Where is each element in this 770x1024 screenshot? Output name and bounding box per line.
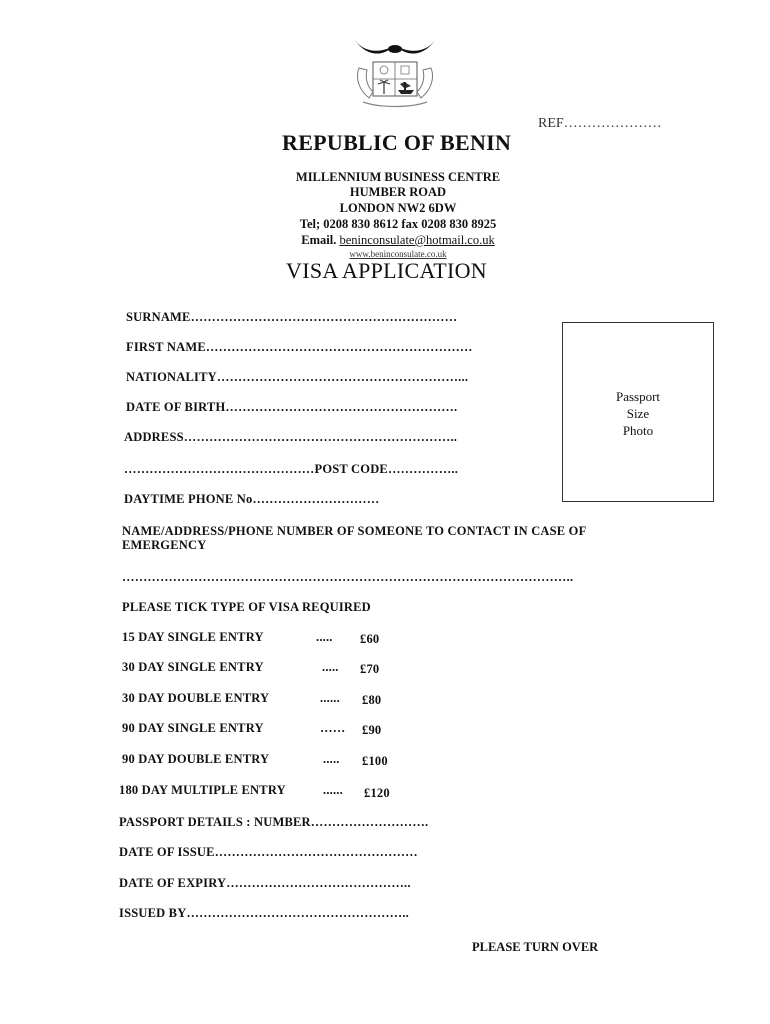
date-of-birth-field[interactable]: DATE OF BIRTH……………………………………………….	[126, 400, 458, 414]
visa-option-label[interactable]: 30 DAY SINGLE ENTRY	[122, 660, 264, 674]
address-line-1: MILLENNIUM BUSINESS CENTRE	[295, 170, 501, 184]
visa-option-dots: .....	[316, 630, 333, 644]
visa-option-label[interactable]: 90 DAY DOUBLE ENTRY	[122, 752, 270, 766]
visa-option-price: £80	[362, 693, 382, 707]
passport-photo-box	[562, 322, 714, 502]
visa-option-price: £90	[362, 723, 382, 737]
postcode-field[interactable]: ………………………………………POST CODE……………..	[124, 462, 459, 476]
emergency-contact-label: NAME/ADDRESS/PHONE NUMBER OF SOMEONE TO CONTACT IN CASE OF	[122, 524, 587, 538]
visa-type-heading: PLEASE TICK TYPE OF VISA REQUIRED	[122, 600, 371, 614]
visa-option-label[interactable]: 30 DAY DOUBLE ENTRY	[122, 691, 270, 705]
issued-by-field[interactable]: ISSUED BY……………………………………………..	[119, 906, 409, 920]
please-turn-over: PLEASE TURN OVER	[472, 940, 599, 954]
surname-field[interactable]: SURNAME………………………………………………………	[126, 310, 458, 324]
visa-option-price: £120	[364, 786, 390, 800]
first-name-field[interactable]: FIRST NAME………………………………………………………	[126, 340, 473, 354]
reference-field[interactable]: REF…………………	[538, 116, 662, 131]
passport-number-field[interactable]: PASSPORT DETAILS : NUMBER……………………….	[119, 815, 429, 829]
visa-option-price: £60	[360, 632, 380, 646]
emergency-contact-label-2: EMERGENCY	[122, 538, 207, 552]
visa-option-price: £100	[362, 754, 388, 768]
email-line	[280, 233, 516, 248]
email-link[interactable]: beninconsulate@hotmail.co.uk	[339, 233, 495, 247]
emergency-contact-field[interactable]: ……………………………………………………………………………………………..	[122, 570, 574, 584]
photo-label-3: Photo	[622, 423, 654, 438]
visa-option-label[interactable]: 90 DAY SINGLE ENTRY	[122, 721, 264, 735]
nationality-field[interactable]: NATIONALITY…………………………………………………...	[126, 370, 469, 384]
visa-option-price: £70	[360, 662, 380, 676]
website-link[interactable]: www.beninconsulate.co.uk	[349, 249, 447, 259]
phone-fax-line: Tel; 0208 830 8612 fax 0208 830 8925	[299, 217, 497, 231]
country-title: REPUBLIC OF BENIN	[282, 130, 512, 155]
address-line-2: HUMBER ROAD	[349, 185, 447, 199]
coat-of-arms-emblem	[345, 32, 445, 114]
visa-option-dots: .....	[323, 752, 340, 766]
visa-option-label[interactable]: 15 DAY SINGLE ENTRY	[122, 630, 264, 644]
daytime-phone-field[interactable]: DAYTIME PHONE No…………………………	[124, 492, 380, 506]
address-field[interactable]: ADDRESS………………………………………………………..	[124, 430, 458, 444]
visa-option-dots: ......	[320, 691, 340, 705]
form-title: VISA APPLICATION	[286, 258, 487, 283]
photo-label-1: Passport	[615, 389, 661, 404]
visa-option-label[interactable]: 180 DAY MULTIPLE ENTRY	[119, 783, 286, 797]
photo-label-2: Size	[626, 406, 650, 421]
date-of-issue-field[interactable]: DATE OF ISSUE…………………………………………	[119, 845, 418, 859]
email-label: Email.	[301, 233, 337, 247]
visa-option-dots: .....	[322, 660, 339, 674]
visa-option-dots: ......	[323, 783, 343, 797]
address-line-3: LONDON NW2 6DW	[339, 201, 457, 215]
visa-option-dots: ……	[320, 721, 346, 735]
date-of-expiry-field[interactable]: DATE OF EXPIRY……………………………………..	[119, 876, 411, 890]
